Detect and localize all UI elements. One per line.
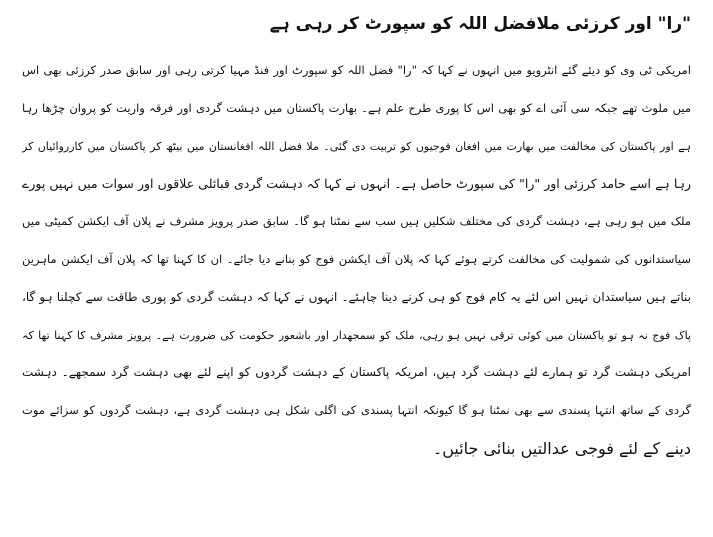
body-line: امریکی ٹی وی کو دیئے گئے انٹرویو میں انہوں نے کہا کہ "را" فضل اللہ کو سپورٹ اور فنڈ مہیا کرتی رہی اور سابق صدر کرزئی بھی اس [22,63,691,77]
body-line: پاک فوج نہ ہو تو پاکستان میں کوئی ترقی نہیں ہو رہی، ملک کو سمجھدار اور باشعور حکومت کی ضرورت ہے۔ پرویز مشرف کا کہنا تھا کہ [22,328,691,342]
body-line: ملک میں ہو رہی ہے، دہشت گردی کی مختلف شکلیں ہیں سب سے نمٹنا ہو گا۔ سابق صدر پرویز مشرف نے پلان آف ایکشن کمیٹی میں [22,214,691,229]
article-body [22,52,691,468]
body-line: امریکی دہشت گرد تو ہمارے لئے دہشت گرد ہیں، امریکہ پاکستان کے دہشت گردوں کو اپنے لئے بھی دہشت گرد سمجھے۔ دہشت [22,365,691,380]
article-headline: "را" اور کرزئی ملافضل اللہ کو سپورٹ کر رہی ہے [269,14,691,34]
body-line: رہا ہے اسے حامد کرزئی اور "را" کی سپورٹ حاصل ہے۔ انہوں نے کہا کہ دہشت گردی قبائلی علاقوں اور سوات میں نہیں پورے [22,176,691,192]
body-line: ہے اور پاکستان کی مخالفت میں بھارت میں افغان فوجیوں کو تربیت دی گئی۔ ملا فضل اللہ افغانستان میں بیٹھ کر پاکستان میں کارروائیاں کر [22,139,691,153]
body-line: میں ملوث تھے جبکہ سی آئی اے کو بھی اس کا پوری طرح علم ہے۔ بھارت پاکستان میں دہشت گردی اور فرقہ واریت کو پروان چڑھا رہا [22,100,691,115]
body-line: دینے کے لئے فوجی عدالتیں بنائی جائیں۔ [432,438,691,458]
body-line: گردی کے ساتھ انتہا پسندی سے بھی نمٹنا ہو گا کیونکہ انتہا پسندی کی اگلی شکل ہی دہشت گردی ہے، دہشت گردوں کو سزائے موت [22,403,691,418]
body-line: سیاستدانوں کی شمولیت کی مخالفت کرتے ہوئے کہا کہ پلان آف ایکشن فوج کو بنانے دیا جائے۔ ان کا کہنا تھا کہ پلان آف ایکشن ماہرین [22,251,691,266]
body-line: بناتے ہیں سیاستدان نہیں اس لئے یہ کام فوج کو ہی کرنے دینا چاہئے۔ انہوں نے کہا کہ دہشت گردی کو پوری طاقت سے کچلنا ہو گا، [22,289,691,304]
